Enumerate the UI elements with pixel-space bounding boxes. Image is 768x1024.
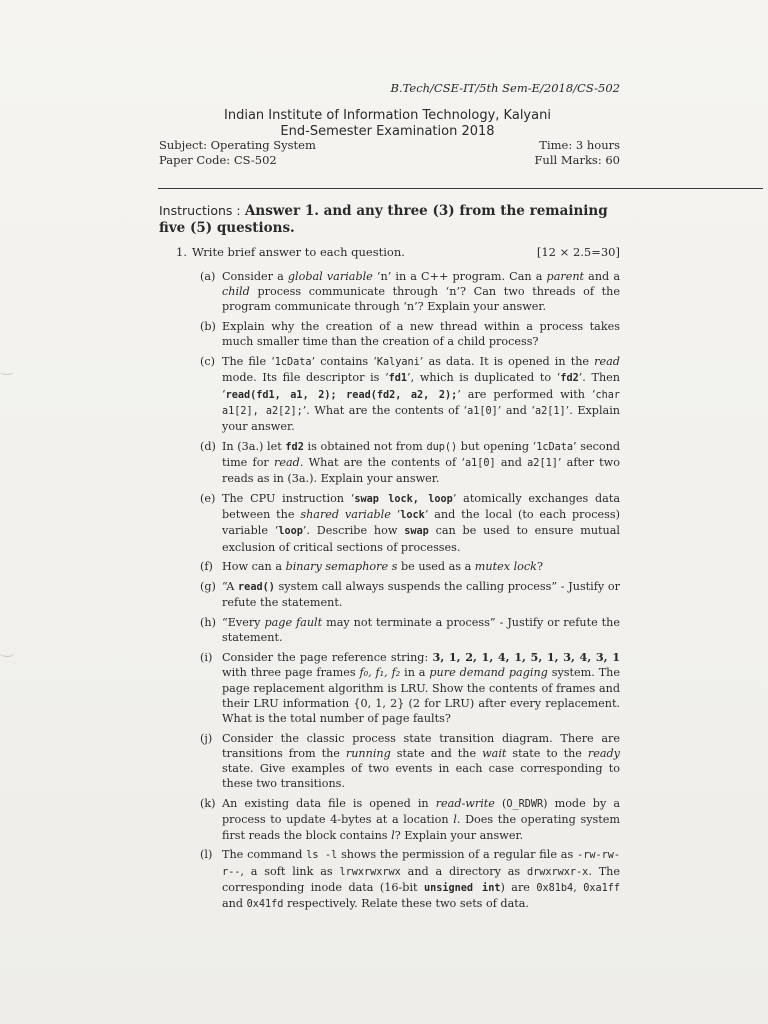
text-segment: 0x81b4: [536, 882, 574, 894]
text-segment: , a soft link as: [240, 864, 340, 878]
text-segment: unsigned int: [423, 882, 501, 894]
text-segment: ’ are performed with ‘: [457, 387, 596, 401]
question-part: [200, 579, 620, 610]
part-label: (k): [200, 797, 216, 811]
part-label: (h): [200, 616, 216, 630]
text-segment: “A: [222, 580, 239, 594]
text-segment: ’ and ‘: [497, 403, 535, 417]
text-segment: Consider the page reference string:: [222, 651, 433, 665]
text-segment: mutex lock: [474, 560, 537, 574]
text-segment: parent: [546, 270, 585, 283]
instructions: [159, 202, 629, 237]
part-label: (g): [200, 580, 216, 594]
text-segment: global variable: [287, 270, 373, 283]
text-segment: system call always suspends the calling process” - Justify or refute the statement.: [222, 580, 620, 610]
text-segment: read.: [274, 456, 304, 470]
instructions-text: Answer 1. and any three (3) from the remaining five (5) questions.: [159, 203, 608, 236]
part-label: (l): [200, 848, 213, 862]
text-segment: -rw-rw-r--: [222, 850, 620, 878]
text-segment: running: [345, 747, 391, 761]
text-segment: char a1[2], a2[2];: [222, 389, 621, 417]
text-segment: How can a: [222, 560, 286, 574]
text-segment: be used as a: [397, 560, 475, 574]
text-segment: ’ after two reads as in (3a.). Explain your answer.: [222, 456, 620, 486]
part-label: (i): [200, 651, 213, 665]
text-segment: pure demand paging: [429, 666, 548, 680]
question-part: [200, 491, 620, 555]
text-segment: and a: [584, 270, 620, 283]
question-parts-list: [200, 269, 620, 917]
text-segment: may not terminate a process” - Justify or refute the statement.: [222, 616, 621, 645]
part-text: [222, 492, 620, 554]
text-segment: ’. Describe how: [302, 524, 405, 538]
text-segment: ‘: [390, 508, 401, 522]
text-segment: 1cData: [274, 357, 312, 369]
part-text: [222, 320, 620, 348]
part-text: [222, 732, 620, 791]
part-text: [222, 580, 620, 609]
text-segment: (: [494, 797, 507, 811]
text-segment: ’, which is duplicated to ‘: [407, 371, 561, 385]
text-segment: ’ contains ‘: [311, 355, 377, 369]
text-segment: wait: [482, 747, 507, 761]
header-divider: [158, 188, 763, 189]
text-segment: mode. Its file descriptor is ‘: [222, 371, 389, 385]
text-segment: dup(): [426, 441, 458, 453]
course-code: B.Tech/CSE-IT/5th Sem-E/2018/CS-502: [390, 81, 620, 95]
text-segment: can be used to ensure mutual exclusion of critical sections of processes.: [222, 524, 620, 554]
question-part: [200, 796, 620, 843]
text-segment: is obtained not from: [303, 439, 427, 453]
question-part: [200, 269, 620, 315]
text-segment: O_RDWR: [506, 799, 544, 811]
text-segment: state and the: [390, 747, 483, 761]
part-label: (a): [200, 270, 216, 283]
text-segment: ’. What are the contents of ‘: [302, 403, 468, 417]
question-part: [200, 731, 620, 792]
text-segment: swap lock, loop: [354, 494, 453, 506]
text-segment: 0x41fd: [246, 899, 284, 911]
part-label: (d): [200, 439, 216, 453]
time: Time: 3 hours: [539, 138, 620, 152]
text-segment: but opening ‘: [457, 439, 537, 453]
question-part: [200, 559, 620, 574]
text-segment: state to the: [506, 747, 588, 761]
question-part: [200, 354, 620, 434]
full-marks: Full Marks: 60: [534, 153, 620, 167]
question-part: [200, 319, 620, 349]
text-segment: child: [222, 285, 250, 299]
exam-title-block: [150, 108, 625, 140]
text-segment: 1cData: [536, 441, 574, 453]
text-segment: a1[0]: [467, 405, 498, 417]
text-segment: ’. Then ‘: [222, 371, 620, 401]
text-segment: . The corresponding inode data (16-bit: [222, 864, 621, 894]
text-segment: read: [594, 355, 620, 369]
text-segment: Explain why the creation of a new thread within a process takes much smaller time than the creation of a child process?: [222, 320, 620, 349]
question-text: Write brief answer to each question.: [192, 245, 405, 259]
part-text: [222, 848, 620, 910]
part-label: (f): [200, 560, 213, 574]
question-part: [200, 650, 620, 726]
text-segment: ,: [573, 880, 584, 894]
text-segment: a2[1]: [527, 458, 558, 470]
text-segment: process communicate through ‘n’? Can two threads of the program communicate through ‘n’? Explain your answer.: [222, 285, 620, 314]
subject: Subject: Operating System: [159, 138, 316, 152]
question-marks: [12 × 2.5=30]: [536, 245, 620, 259]
text-segment: read(): [238, 582, 275, 594]
text-segment: swap: [404, 526, 429, 538]
text-segment: and: [222, 897, 247, 911]
text-segment: shows the permission of a regular file as: [337, 848, 578, 862]
text-segment: ’ atomically exchanges data between the: [222, 492, 620, 522]
subject-info: [159, 138, 316, 168]
text-segment: ) mode by a process to update 4-bytes at a location: [222, 797, 620, 827]
text-segment: fd1: [388, 373, 408, 385]
paper-code: Paper Code: CS-502: [159, 153, 277, 167]
instructions-label: Instructions :: [159, 203, 241, 218]
exam-name: End-Semester Examination 2018: [280, 124, 495, 139]
question-part: [200, 615, 620, 645]
text-segment: 3, 1, 2, 1, 4, 1, 5, 1, 3, 4, 3, 1: [432, 650, 620, 665]
text-segment: and a directory as: [400, 864, 527, 878]
punch-hole-mark: [0, 368, 14, 375]
part-text: [222, 270, 620, 313]
text-segment: 0xa1ff: [583, 882, 621, 894]
text-segment: system. The page replacement algorithm is LRU. Show the contents of frames and their LRU information {0, 1, 2} (2 for LRU) after every replacement. What is the total number of page faults?: [222, 666, 620, 726]
text-segment: “Every: [222, 616, 265, 630]
text-segment: ?: [536, 560, 543, 574]
text-segment: ? Explain your answer.: [394, 828, 524, 842]
text-segment: f₀, f₁, f₂: [359, 666, 401, 680]
text-segment: ’. Explain your answer.: [222, 403, 620, 434]
text-segment: read-write: [435, 797, 495, 811]
part-label: (e): [200, 492, 216, 506]
text-segment: ’ and the local (to each process) variable ‘: [222, 508, 620, 538]
text-segment: . Does the operating system first reads the block contains: [222, 813, 620, 842]
text-segment: ’ as data. It is opened in the: [419, 355, 595, 369]
text-segment: lock: [400, 510, 425, 522]
part-text: [222, 797, 620, 841]
part-label: (b): [200, 320, 216, 334]
text-segment: and: [495, 456, 528, 470]
text-segment: ‘n’ in a C++ program. Can a: [372, 270, 547, 283]
text-segment: with three page frames: [222, 666, 360, 680]
text-segment: fd2: [560, 373, 579, 385]
text-segment: An existing data file is opened in: [222, 797, 436, 811]
part-text: [222, 440, 620, 485]
institute-name: Indian Institute of Information Technology, Kalyani: [224, 108, 551, 123]
text-segment: a2[1]: [535, 405, 566, 417]
question-part: [200, 439, 620, 487]
question-number: 1.: [176, 245, 187, 259]
text-segment: The file ‘: [222, 355, 275, 369]
text-segment: fd2: [285, 441, 304, 453]
text-segment: binary semaphore s: [285, 560, 398, 574]
part-text: [222, 651, 620, 725]
part-label: (c): [200, 355, 215, 369]
part-label: (j): [200, 731, 213, 745]
text-segment: ) are: [500, 880, 537, 894]
text-segment: ready: [587, 747, 620, 761]
text-segment: What are the contents of ‘: [303, 456, 465, 470]
text-segment: The command: [222, 848, 307, 862]
text-segment: respectively. Relate these two sets of data.: [283, 897, 529, 911]
punch-hole-mark: [0, 650, 14, 657]
question-part: [200, 847, 620, 912]
part-text: [222, 560, 543, 573]
text-segment: The CPU instruction ‘: [222, 492, 355, 506]
text-segment: In (3a.) let: [222, 439, 286, 453]
text-segment: shared variable: [300, 508, 391, 522]
text-segment: in a: [400, 666, 430, 680]
time-marks-info: [534, 138, 620, 168]
part-text: [222, 616, 620, 644]
text-segment: loop: [278, 526, 303, 538]
text-segment: drwxrwxr-x: [526, 866, 589, 878]
text-segment: page fault: [264, 616, 323, 630]
text-segment: read(fd1, a1, 2); read(fd2, a2, 2);: [225, 389, 458, 401]
text-segment: a1[0]: [464, 458, 496, 470]
text-segment: lrwxrwxrwx: [339, 866, 401, 878]
text-segment: l: [453, 813, 457, 827]
text-segment: ’ second time for: [222, 439, 621, 470]
part-text: [222, 355, 620, 433]
text-segment: Consider a: [222, 270, 288, 283]
text-segment: Kalyani: [376, 357, 420, 369]
text-segment: Consider the classic process state transition diagram. There are transitions from the: [222, 731, 620, 761]
text-segment: ls -l: [306, 850, 338, 862]
text-segment: state. Give examples of two events in each case corresponding to these two transitions.: [222, 762, 620, 791]
text-segment: l: [391, 828, 395, 842]
